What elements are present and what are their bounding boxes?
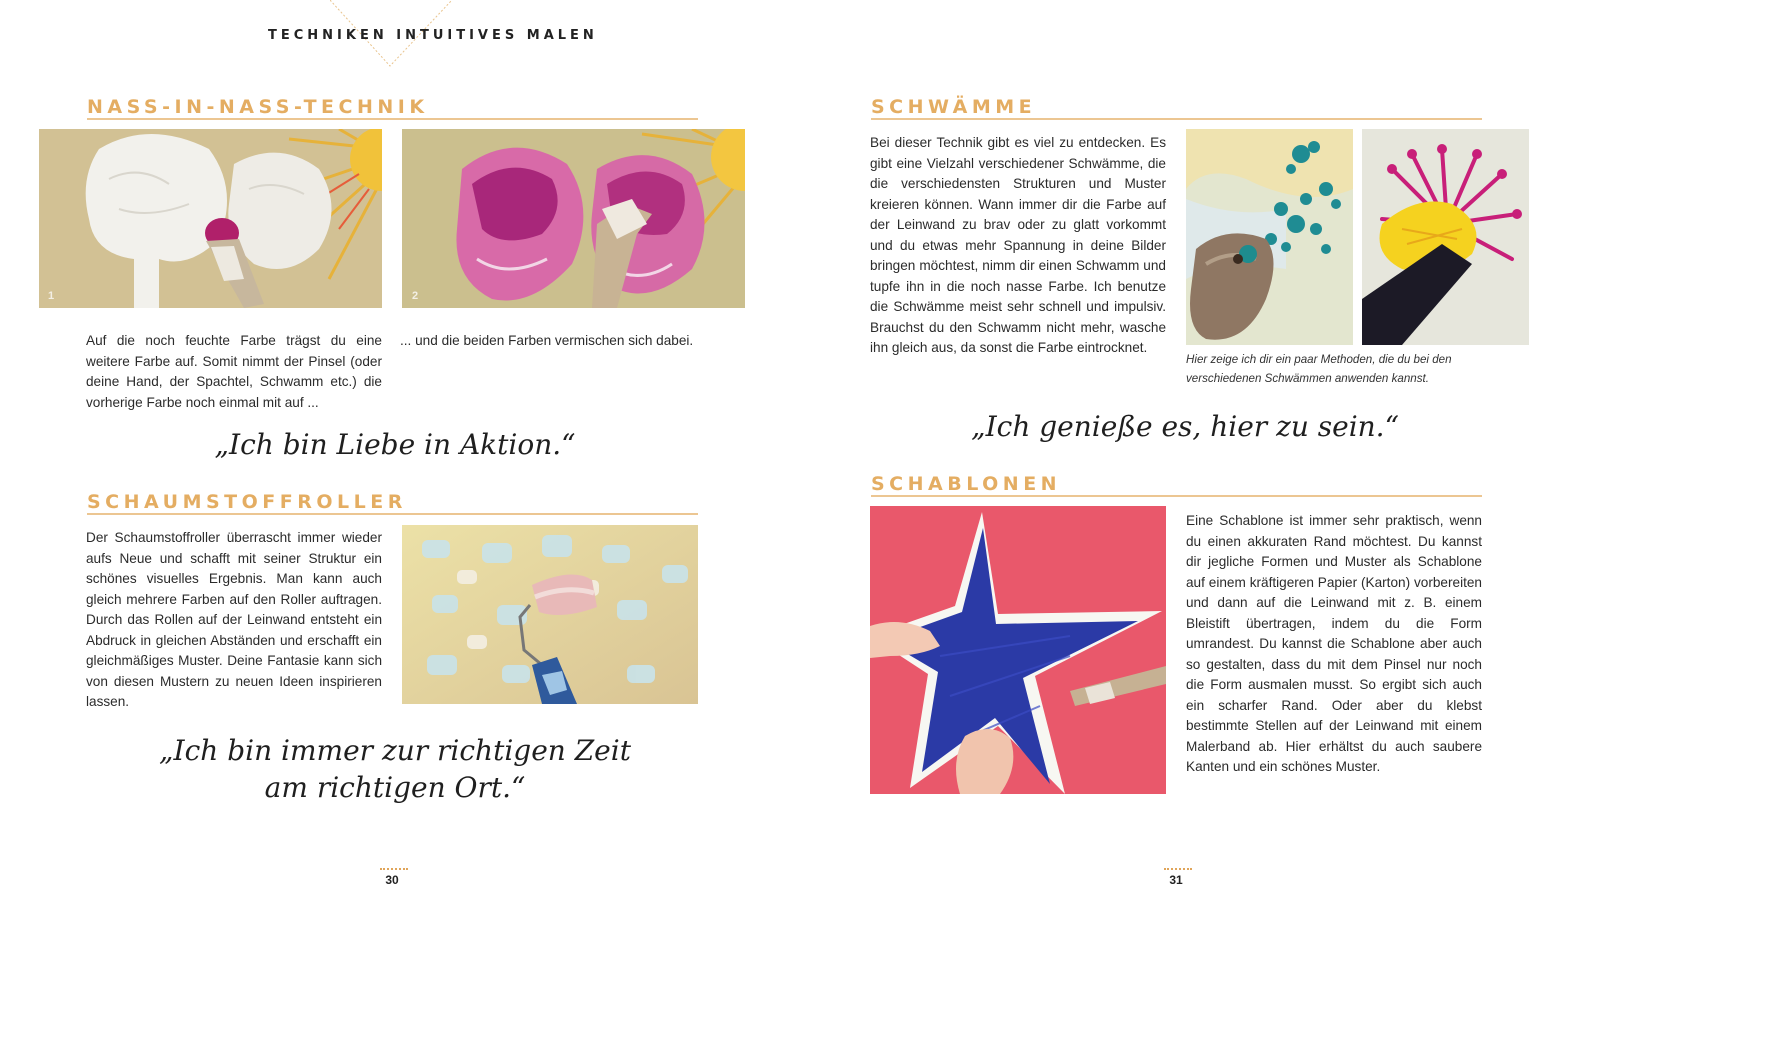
section-title-schablonen: SCHABLONEN [871,473,1062,495]
folio-ornament [1164,868,1192,870]
text-nass-in-nass-1: Auf die noch feuchte Farbe trägst du eine weitere Farbe auf. Somit nimmt der Pinsel (oder deine Hand, der Spachtel, Schwamm etc.) die vorherige Farbe noch einmal mit auf ... [86,333,382,410]
quote-richtige-zeit-line1: „Ich bin immer zur richtigen Zeit [159,734,631,767]
text-nass-in-nass-2: ... und die beiden Farben vermischen sich dabei. [400,333,694,348]
section-title-schwaemme: SCHWÄMME [871,96,1037,118]
section-rule [871,495,1482,497]
running-title: TECHNIKEN INTUITIVES MALEN [268,28,598,43]
photo-number: 1 [48,290,55,302]
photo-foam-roller [402,525,698,704]
text-schablonen: Eine Schablone ist immer sehr praktisch, wenn du einen akkuraten Rand möchtest. Du kannst dir jegliche Formen und Muster als Schablone auf einem kräftigeren Papier (Karton) vorbereiten und dann auf die Leinwand mit z. B. einem Bleistift übertragen, indem du die Form umrandest. Du kannst die Schablone aber auch so gestalten, dass du mit dem Pinsel nur noch die Form ausmalen musst. So ergibt sich auch ein scharfer Rand. Oder aber du klebst bestimmte Stellen auf der Leinwand mit einem Malerband ab. Hier erhältst du auch saubere Kanten und ein schönes Muster. [1186,513,1482,774]
photo-pink-flowers [402,129,745,308]
quote-liebe-in-aktion: „Ich bin Liebe in Aktion.“ [214,428,576,461]
caption-schwaemme: Hier zeige ich dir ein paar Methoden, die du bei den verschiedenen Schwämmen anwenden kannst. [1186,353,1452,385]
quote-geniesse-es: „Ich genieße es, hier zu sein.“ [971,410,1399,443]
page-number-right: 31 [1169,873,1183,887]
text-schwaemme: Bei dieser Technik gibt es viel zu entdecken. Es gibt eine Vielzahl verschiedener Schwämme, die die verschiedensten Strukturen und Muster kreieren können. Wann immer dir die Farbe auf der Leinwand zu brav oder zu glatt vorkommt und du etwas mehr Spannung in deine Bilder bringen möchtest, nimm dir einen Schwamm und tupfe ihn in die noch nasse Farbe. Ich benutze die Schwämme meist sehr schnell und impulsiv. Brauchst du den Schwamm nicht mehr, wasche ihn gleich aus, da sonst die Farbe eintrocknet. [870,135,1166,355]
section-rule [87,118,698,120]
folio-ornament [380,868,408,870]
quote-richtige-zeit-line2: am richtigen Ort.“ [264,771,526,804]
section-title-nass-in-nass: NASS-IN-NASS-TECHNIK [87,96,429,118]
photo-star-stencil [870,506,1166,794]
photo-sponge-yellow-flower [1362,129,1529,345]
section-rule [87,513,698,515]
section-rule [871,118,1482,120]
photo-wet-white-paint [39,129,382,308]
photo-sponge-teal [1186,129,1353,345]
section-title-schaumstoffroller: SCHAUMSTOFFROLLER [87,491,407,513]
page-number-left: 30 [385,873,399,887]
photo-number: 2 [412,290,419,302]
text-schaumstoffroller: Der Schaumstoffroller überrascht immer wieder aufs Neue und schafft mit seiner Struktur ein schönes visuelles Ergebnis. Man kann auch gleich mehrere Farben auf den Roller auftragen. Durch das Rollen auf der Leinwand entsteht ein Abdruck in gleichen Abständen und erschafft ein gleichmäßiges Muster. Deine Fantasie kann sich von diesen Mustern zu neuen Ideen inspirieren lassen. [86,530,382,709]
